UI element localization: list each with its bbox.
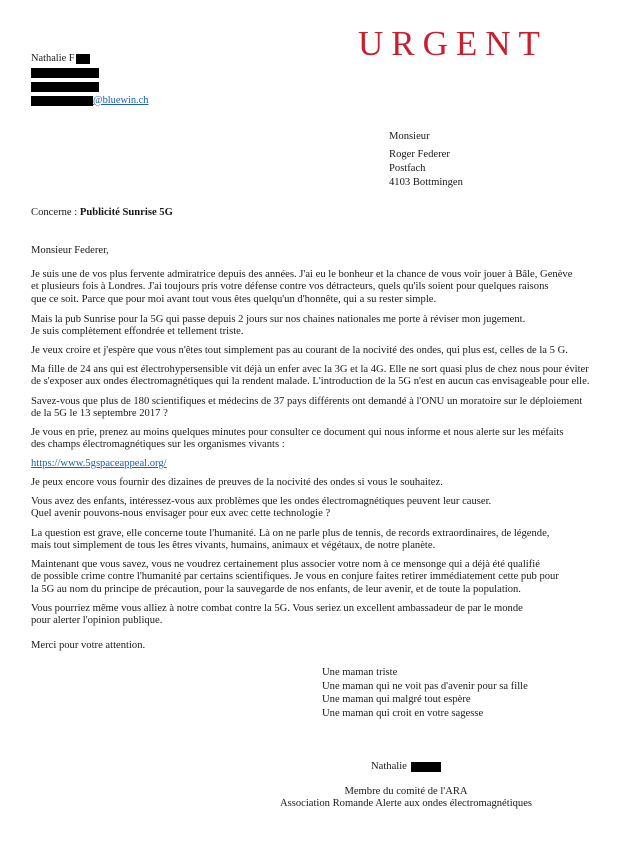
paragraph-12 xyxy=(31,603,611,628)
redaction-bar xyxy=(31,68,99,78)
sender-email-line xyxy=(31,94,148,108)
space-appeal-link[interactable]: https://www.5gspaceappeal.org/ xyxy=(31,458,167,469)
subject-text: Publicité Sunrise 5G xyxy=(79,207,173,218)
paragraph-4 xyxy=(31,364,611,389)
urgent-heading: URGENT xyxy=(358,24,548,63)
paragraph-line: la 5G au nom du principe de précaution, pour la sauvegarde de nos enfants, de leur avenir, et de toute la population. xyxy=(31,583,521,595)
redaction-bar xyxy=(31,96,93,106)
member-line-2: Association Romande Alerte aux ondes électromagnétiques xyxy=(279,798,533,810)
paragraph-line: pour alerter l'opinion publique. xyxy=(31,615,163,627)
member-line-1: Membre du comité de l'ARA xyxy=(344,786,468,797)
paragraph-line: La question est grave, elle concerne toute l'humanité. Là on ne parle plus de tennis, de records extraordinaires, de légende, xyxy=(31,528,550,539)
signature-name: Nathalie xyxy=(371,761,407,772)
member-block xyxy=(0,786,632,811)
paragraph-1 xyxy=(31,269,611,306)
sender-email[interactable]: @bluewin.ch xyxy=(93,94,149,106)
paragraph-line: Je suis complètement effondrée et tellement triste. xyxy=(31,326,244,338)
redaction-bar xyxy=(411,762,441,772)
sender-name-line xyxy=(31,52,148,66)
closing-line: Une maman qui ne voit pas d'avenir pour sa fille xyxy=(322,680,528,692)
paragraph-11 xyxy=(31,559,611,596)
recipient-city: 4103 Bottmingen xyxy=(389,177,463,188)
paragraph-line: Merci pour votre attention. xyxy=(31,640,146,651)
paragraph-5 xyxy=(31,396,611,421)
paragraph-line: Vous avez des enfants, intéressez-vous aux problèmes que les ondes électromagnétiques peuvent leur causer. xyxy=(31,496,492,507)
closing-line: Une maman qui malgré tout espère xyxy=(322,694,471,705)
paragraph-line: Mais la pub Sunrise pour la 5G qui passe depuis 2 jours sur nos chaines nationales me porte à réviser mon jugement. xyxy=(31,314,526,325)
paragraph-line: Maintenant que vous savez, vous ne voudrez certainement plus associer votre nom à ce mensonge qui a déjà été qualifié xyxy=(31,559,540,570)
closing-lines xyxy=(322,666,528,720)
paragraph-line: Savez-vous que plus de 180 scientifiques et médecins de 37 pays différents ont demandé à l'ONU un moratoire sur le déploiement xyxy=(31,396,583,407)
paragraph-line: Je peux encore vous fournir des dizaines de preuves de la nocivité des ondes si vous le souhaitez. xyxy=(31,477,443,488)
recipient-name: Roger Federer xyxy=(389,149,450,160)
paragraph-10 xyxy=(31,528,611,553)
paragraph-8 xyxy=(31,477,611,489)
paragraph-line: Je veux croire et j'espère que vous n'êtes tout simplement pas au courant de la nocivité des ondes, qui plus est, celles de la 5 G. xyxy=(31,345,568,356)
paragraph-line: que ce soit. Parce que pour moi avant tout vous êtes quelqu'un d'honnête, qui a su rester simple. xyxy=(31,293,437,305)
redaction-bar xyxy=(31,82,99,92)
closing-line: Une maman qui croit en votre sagesse xyxy=(322,707,484,719)
recipient-block xyxy=(389,130,463,190)
paragraph-line: de la 5G le 13 septembre 2017 ? xyxy=(31,408,168,420)
paragraph-6 xyxy=(31,427,611,452)
paragraph-line: Vous pourriez même vous alliez à notre combat contre la 5G. Vous seriez un excellent ambassadeur de par le monde xyxy=(31,603,523,614)
paragraph-9 xyxy=(31,496,611,521)
paragraph-3 xyxy=(31,345,611,357)
paragraph-13 xyxy=(31,640,611,652)
paragraph-line: des champs électromagnétiques sur les organismes vivants : xyxy=(31,439,285,451)
subject-label: Concerne : xyxy=(31,207,80,218)
salutation: Monsieur Federer, xyxy=(31,245,109,256)
paragraph-2 xyxy=(31,314,611,339)
sender-block xyxy=(31,52,148,108)
closing-line: Une maman triste xyxy=(322,667,398,678)
redaction-bar xyxy=(76,54,90,64)
paragraph-line: mais tout simplement de tous les êtres vivants, humains, animaux et végétaux, de notre planète. xyxy=(31,540,436,552)
recipient-postfach: Postfach xyxy=(389,163,426,174)
paragraph-line: Je vous en prie, prenez au moins quelques minutes pour consulter ce document qui nous informe et nous alerte sur les méfaits xyxy=(31,427,564,438)
recipient-title: Monsieur xyxy=(389,131,430,142)
signature xyxy=(371,761,441,773)
sender-name: Nathalie F xyxy=(31,52,75,64)
paragraph-line: Ma fille de 24 ans qui est électrohypersensible vit déjà un enfer avec la 3G et la 4G. Elle ne sort quasi plus de chez nous pour éviter xyxy=(31,364,589,375)
paragraph-line: et plusieurs fois à Londres. J'ai toujours pris votre défense contre vos détracteurs, quels qu'ils soient pour quelques raisons xyxy=(31,281,549,293)
subject-line xyxy=(31,207,173,219)
paragraph-line: Je suis une de vos plus fervente admiratrice depuis des années. J'ai eu le bonheur et la chance de vous voir jouer à Bâle, Genève xyxy=(31,269,573,280)
paragraph-line: de possible crime contre l'humanité par certains scientifiques. Je vous en conjure faites retirer immédiatement cette pub pour xyxy=(31,571,559,583)
paragraph-line: de s'exposer aux ondes électromagnétiques qui la rendent malade. L'introduction de la 5G n'est en aucun cas envisageable pour elle. xyxy=(31,376,590,388)
paragraph-7 xyxy=(31,458,611,470)
paragraph-line: Quel avenir pouvons-nous envisager pour eux avec cette technologie ? xyxy=(31,508,331,520)
